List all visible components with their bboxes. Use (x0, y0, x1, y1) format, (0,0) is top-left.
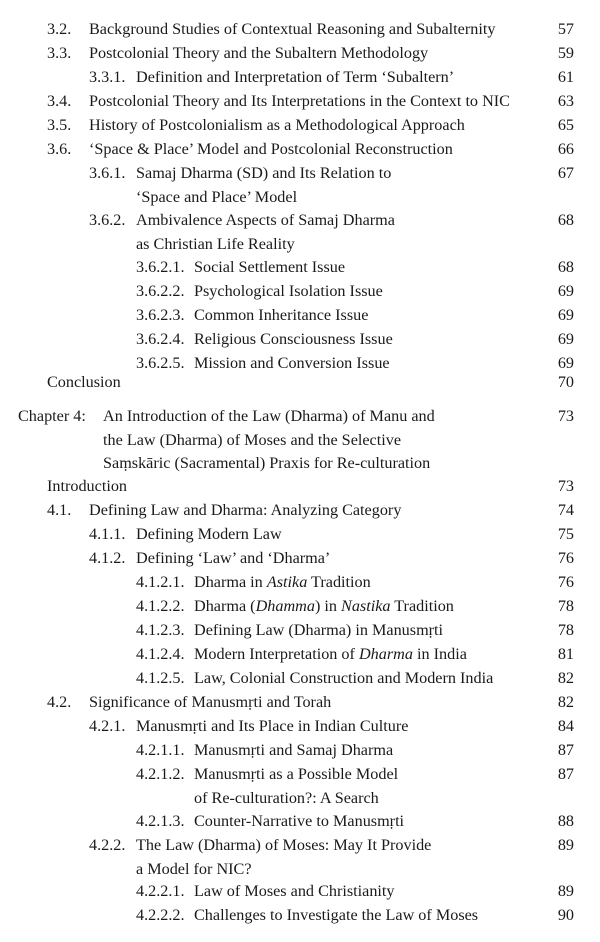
toc-entry-number: 4.1.2.3. (136, 621, 185, 639)
toc-entry-title-line: Defining Modern Law (136, 525, 282, 543)
toc-entry-number: 4.2.2.2. (136, 906, 185, 924)
toc-entry-title (136, 834, 431, 881)
toc-entry-title-line: Manusmṛti and Samaj Dharma (194, 741, 394, 759)
toc-entry-title (136, 715, 408, 739)
toc-entry-title-line: Manusmṛti and Its Place in Indian Culture (136, 717, 409, 735)
toc-entry-number: 3.3. (47, 44, 72, 62)
toc-entry-title (194, 739, 393, 763)
toc-entry-number: 4.2.1.3. (136, 812, 185, 830)
toc-entry-title (89, 114, 465, 138)
toc-entry-title (89, 138, 453, 162)
toc-entry-title-line: Law of Moses and Christianity (194, 882, 395, 900)
toc-entry-title-line: Conclusion (47, 373, 121, 391)
toc-entry-title-line: Counter-Narrative to Manusmṛti (194, 812, 405, 830)
toc-entry-page-number: 68 (557, 258, 574, 276)
toc-entry-title-line: Religious Consciousness Issue (194, 330, 393, 348)
toc-entry-page-number: 74 (557, 501, 574, 519)
toc-entry-title (89, 42, 428, 66)
toc-entry-page-number: 81 (557, 645, 574, 663)
toc-entry-title-line: An Introduction of the Law (Dharma) of Manu and (103, 407, 435, 425)
toc-entry-title-line: Defining Law (Dharma) in Manusmṛti (194, 621, 444, 639)
toc-entry-page-number: 67 (557, 164, 574, 182)
toc-entry-page-number: 70 (557, 373, 574, 391)
toc-entry-number: 3.6. (47, 140, 72, 158)
toc-entry-title-line: Challenges to Investigate the Law of Moses (194, 906, 479, 924)
toc-entry-title (194, 880, 395, 904)
toc-entry-page-number: 89 (557, 836, 574, 854)
toc-entry-page-number: 87 (557, 741, 574, 759)
toc-entry-number: 4.2.1.1. (136, 741, 185, 759)
toc-entry-number: 3.6.2.3. (136, 306, 185, 324)
toc-entry-title-line: Dharma (Dhamma) in Nastika Tradition (194, 597, 454, 615)
toc-entry-title-line: ‘Space and Place’ Model (136, 187, 298, 206)
toc-entry-number: 3.2. (47, 20, 72, 38)
toc-entry-title-line: Samaj Dharma (SD) and Its Relation to (136, 164, 392, 182)
toc-entry-number: 4.2.2.1. (136, 882, 185, 900)
toc-entry-page-number: 57 (557, 20, 574, 38)
toc-entry-title (194, 619, 443, 643)
toc-entry-title-line: Significance of Manusmṛti and Torah (89, 693, 332, 711)
toc-entry-title-line: Defining Law and Dharma: Analyzing Category (89, 501, 402, 519)
toc-entry-title-line: Law, Colonial Construction and Modern India (194, 669, 494, 687)
toc-entry-title (194, 571, 371, 595)
toc-entry-page-number: 82 (557, 693, 574, 711)
toc-entry-title-line: Social Settlement Issue (194, 258, 346, 276)
toc-entry-number: 3.5. (47, 116, 72, 134)
toc-entry-title-line: Dharma in Astika Tradition (194, 573, 371, 591)
toc-entry-title-line: ‘Space & Place’ Model and Postcolonial Reconstruction (89, 140, 453, 158)
toc-entry-page-number: 65 (557, 116, 574, 134)
toc-entry-title-line: of Re-culturation?: A Search (194, 788, 379, 807)
toc-entry-title-line: Postcolonial Theory and the Subaltern Methodology (89, 44, 429, 62)
toc-entry-title-line: a Model for NIC? (136, 859, 252, 878)
toc-entry-number: 3.6.2. (89, 211, 126, 229)
toc-entry-page-number: 84 (557, 717, 574, 735)
toc-entry-title-line: Modern Interpretation of Dharma in India (194, 645, 467, 663)
toc-entry-number: 4.2.1. (89, 717, 126, 735)
toc-entry-title-line: Psychological Isolation Issue (194, 282, 383, 300)
toc-entry-title (194, 904, 478, 928)
toc-entry-number: Chapter 4: (18, 407, 86, 425)
toc-entry-title-line: Ambivalence Aspects of Samaj Dharma (136, 211, 395, 229)
toc-entry-page-number: 66 (557, 140, 574, 158)
toc-entry-page-number: 69 (557, 330, 574, 348)
toc-entry-title-line: Manusmṛti as a Possible Model (194, 765, 399, 783)
toc-entry-page-number: 82 (557, 669, 574, 687)
toc-entry-title (194, 328, 393, 352)
toc-entry-number: 4.1.2. (89, 549, 126, 567)
toc-entry-title (194, 810, 404, 834)
toc-entry-title-line: Definition and Interpretation of Term ‘Subaltern’ (136, 68, 455, 86)
toc-entry-title-line: Introduction (47, 477, 128, 495)
toc-entry-number: 4.1.2.2. (136, 597, 185, 615)
toc-entry-number: 4.1.2.4. (136, 645, 185, 663)
toc-entry-title (194, 667, 493, 691)
toc-entry-page-number: 68 (557, 211, 574, 229)
toc-entry-page-number: 61 (557, 68, 574, 86)
toc-entry-number: 3.6.1. (89, 164, 126, 182)
toc-entry-title (47, 475, 127, 499)
toc-entry-title (89, 90, 510, 114)
toc-entry-title (194, 643, 467, 667)
toc-entry-title (136, 547, 330, 571)
toc-entry-page-number: 73 (557, 407, 574, 425)
toc-entry-page-number: 89 (557, 882, 574, 900)
toc-entry-number: 3.4. (47, 92, 72, 110)
toc-entry-title-line: Common Inheritance Issue (194, 306, 369, 324)
toc-entry-title-line: History of Postcolonialism as a Methodological Approach (89, 116, 465, 134)
toc-entry-title-line: Postcolonial Theory and Its Interpretations in the Context to NIC (89, 92, 510, 110)
toc-entry-number: 4.2. (47, 693, 72, 711)
toc-entry-title-line: The Law (Dharma) of Moses: May It Provide (136, 836, 432, 854)
toc-entry-title (103, 405, 435, 476)
toc-entry-number: 3.3.1. (89, 68, 126, 86)
toc-entry-title (194, 304, 368, 328)
toc-entry-title (194, 763, 398, 810)
toc-entry-page-number: 69 (557, 282, 574, 300)
toc-entry-title-line: Mission and Conversion Issue (194, 354, 390, 372)
toc-entry-page-number: 88 (557, 812, 574, 830)
toc-entry-page-number: 87 (557, 765, 574, 783)
toc-entry-title-line: the Law (Dharma) of Moses and the Selective (103, 430, 402, 449)
toc-entry-page-number: 90 (557, 906, 574, 924)
toc-entry-page-number: 78 (557, 621, 574, 639)
toc-entry-title (89, 499, 401, 523)
toc-entry-number: 3.6.2.5. (136, 354, 185, 372)
toc-entry-title-line: as Christian Life Reality (136, 234, 295, 253)
toc-entry-page-number: 76 (557, 573, 574, 591)
toc-entry-number: 4.2.1.2. (136, 765, 185, 783)
toc-entry-title-line: Background Studies of Contextual Reasoning and Subalternity (89, 20, 496, 38)
toc-entry-title (194, 280, 383, 304)
toc-entry-title-line: Defining ‘Law’ and ‘Dharma’ (136, 549, 331, 567)
toc-entry-page-number: 59 (557, 44, 574, 62)
toc-entry-page-number: 76 (557, 549, 574, 567)
toc-entry-title-line: Saṃskāric (Sacramental) Praxis for Re-culturation (103, 454, 431, 472)
toc-entry-page-number: 69 (557, 306, 574, 324)
toc-entry-title (136, 523, 282, 547)
toc-entry-page-number: 73 (557, 477, 574, 495)
toc-entry-number: 3.6.2.4. (136, 330, 185, 348)
toc-entry-title (47, 371, 121, 395)
toc-entry-title (194, 595, 454, 619)
toc-entry-title (136, 162, 391, 209)
toc-entry-title (194, 352, 390, 376)
toc-entry-number: 4.1.2.5. (136, 669, 185, 687)
toc-entry-number: 4.1. (47, 501, 72, 519)
toc-entry-title (89, 691, 331, 715)
toc-entry-page-number: 69 (557, 354, 574, 372)
toc-entry-number: 4.1.1. (89, 525, 126, 543)
toc-entry-title (136, 66, 454, 90)
toc-entry-title (136, 209, 395, 256)
toc-entry-title (194, 256, 345, 280)
toc-entry-title (89, 18, 495, 42)
toc-entry-page-number: 78 (557, 597, 574, 615)
toc-entry-number: 4.1.2.1. (136, 573, 185, 591)
toc-entry-number: 3.6.2.1. (136, 258, 185, 276)
toc-entry-number: 3.6.2.2. (136, 282, 185, 300)
toc-entry-page-number: 75 (557, 525, 574, 543)
toc-entry-page-number: 63 (557, 92, 574, 110)
toc-entry-number: 4.2.2. (89, 836, 126, 854)
